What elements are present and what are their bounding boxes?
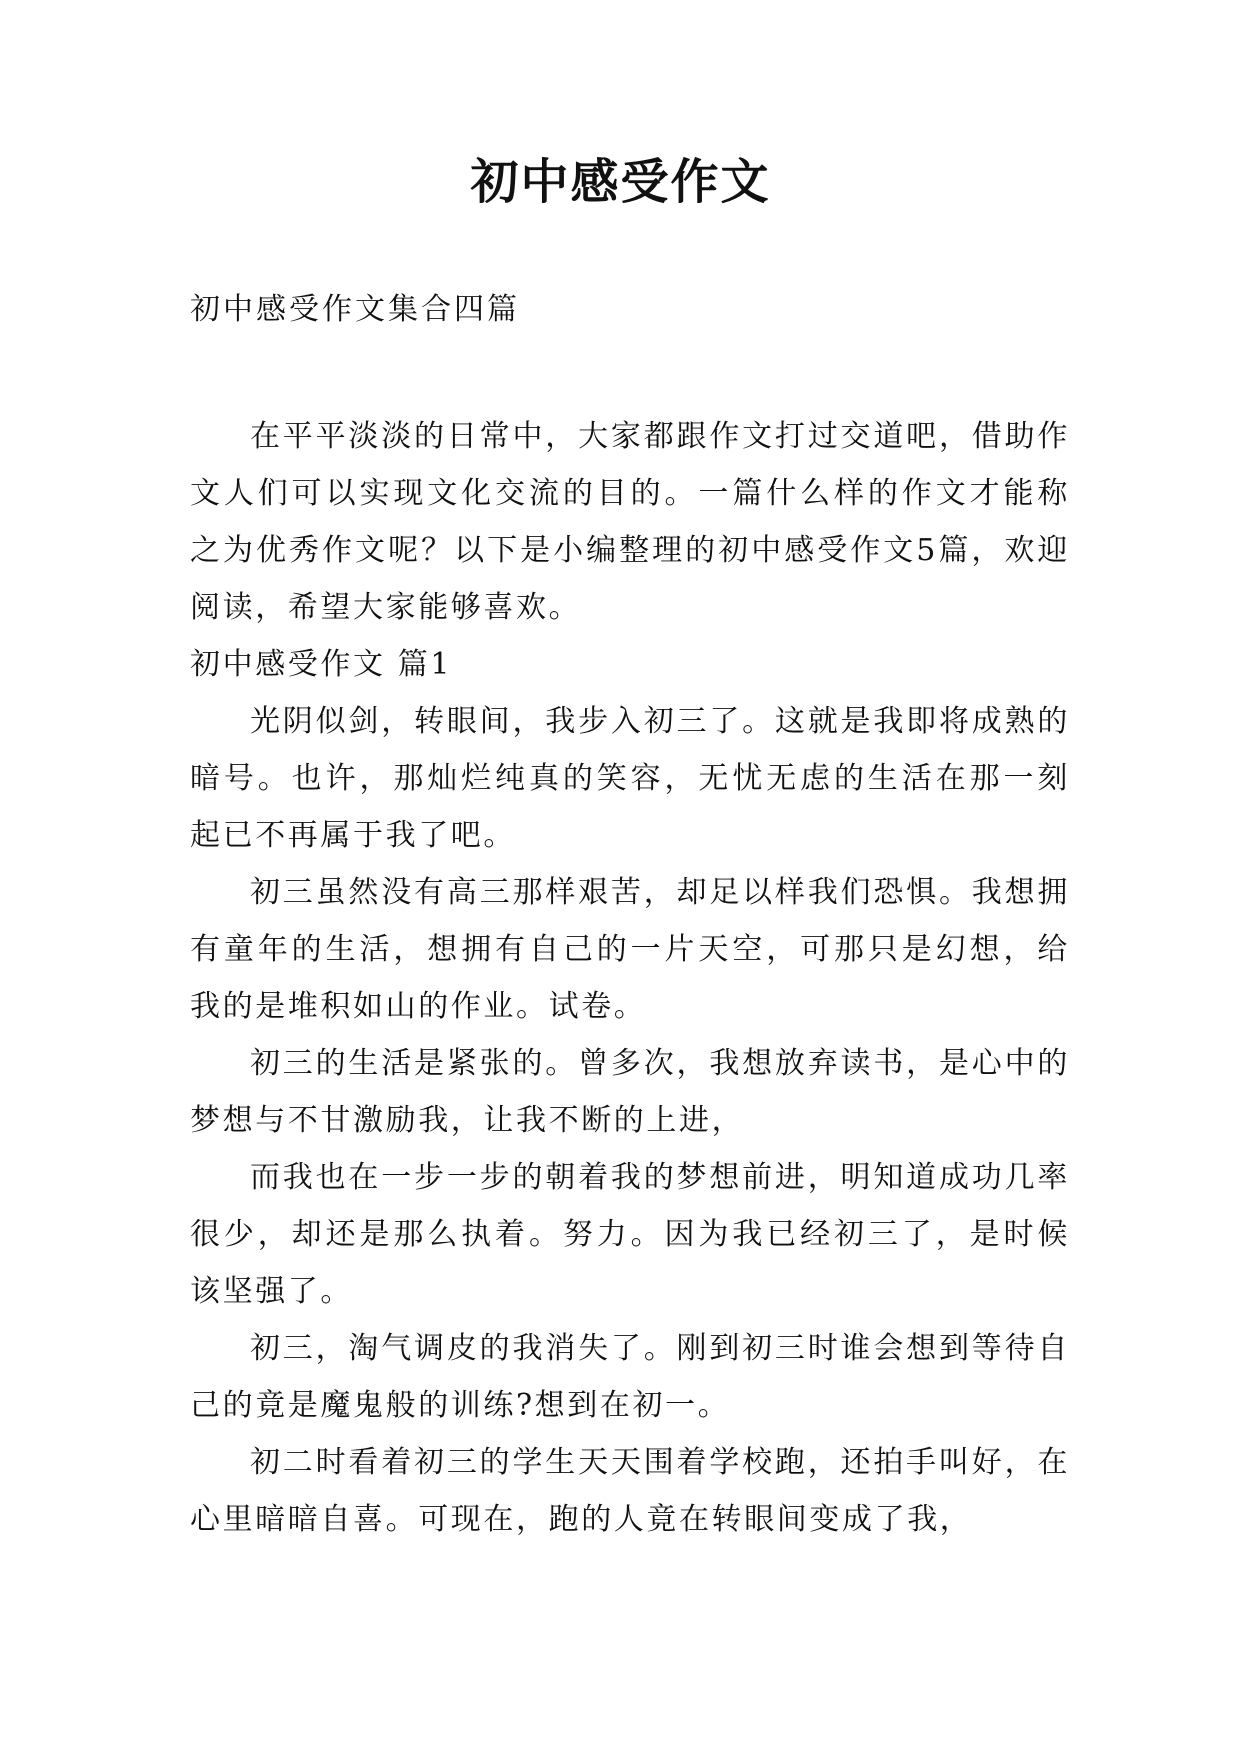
body-paragraph: 初二时看着初三的学生天天围着学校跑，还拍手叫好，在心里暗暗自喜。可现在，跑的人竟在转眼间变成了我，: [190, 1445, 1070, 1537]
body-paragraph: 初三虽然没有高三那样艰苦，却足以样我们恐惧。我想拥有童年的生活，想拥有自己的一片天空，可那只是幻想，给我的是堆积如山的作业。试卷。: [190, 875, 1070, 1024]
body-paragraph: 而我也在一步一步的朝着我的梦想前进，明知道成功几率很少，却还是那么执着。努力。因为我已经初三了，是时候该坚强了。: [190, 1160, 1070, 1309]
document-body: [190, 408, 1070, 1548]
body-paragraph: 光阴似剑，转眼间，我步入初三了。这就是我即将成熟的暗号。也许，那灿烂纯真的笑容，无忧无虑的生活在那一刻起已不再属于我了吧。: [190, 704, 1070, 853]
section-heading: 初中感受作文 篇1: [190, 647, 453, 682]
document-subtitle: 初中感受作文集合四篇: [190, 292, 520, 327]
body-paragraph: 初三，淘气调皮的我消失了。刚到初三时谁会想到等待自己的竟是魔鬼般的训练?想到在初一。: [190, 1331, 1070, 1423]
document-title: 初中感受作文: [470, 154, 771, 210]
intro-paragraph: 在平平淡淡的日常中，大家都跟作文打过交道吧，借助作文人们可以实现文化交流的目的。一篇什么样的作文才能称之为优秀作文呢？以下是小编整理的初中感受作文5篇，欢迎阅读，希望大家能够喜欢。: [190, 419, 1070, 625]
body-paragraph: 初三的生活是紧张的。曾多次，我想放弃读书，是心中的梦想与不甘激励我，让我不断的上进，: [190, 1046, 1070, 1138]
